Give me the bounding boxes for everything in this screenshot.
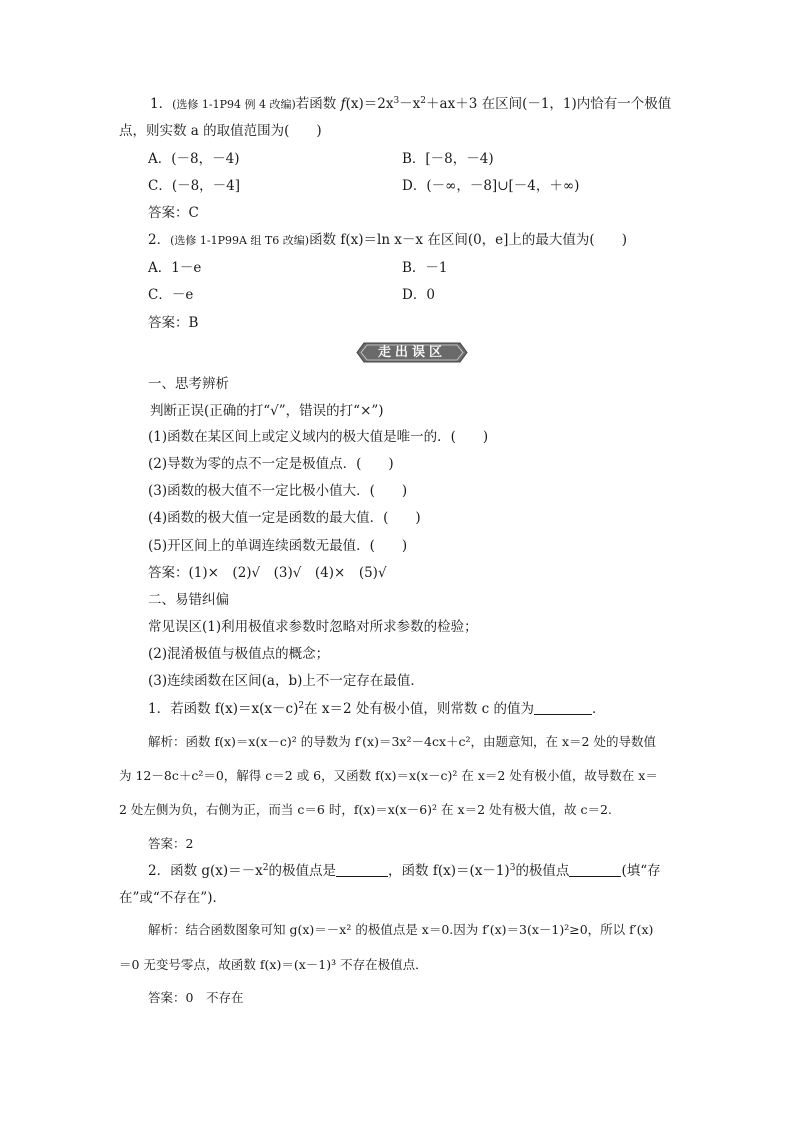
q1-option-b: B．[－8，－4): [402, 151, 494, 167]
problem1-answer: 答案：2: [148, 836, 194, 851]
problem2-solution-line1: 解析：结合函数图象可知 g(x)＝－x² 的极值点是 x＝0.因为 f′(x)＝3(x－1)²≥0，所以 f′(x): [148, 922, 654, 937]
judge-item-3: (3)函数的极大值不一定比极小值大．( ): [148, 483, 408, 499]
q1-exp1: 3: [393, 96, 400, 106]
common-error-2: (2)混淆极值与极值点的概念；: [148, 646, 330, 662]
q1-stem-b: (x)＝2x: [345, 96, 394, 112]
problem1-stem-b: 在 x＝2 处有极小值，则常数 c 的值为: [304, 701, 535, 717]
q1-option-a: A．(－8，－4): [148, 151, 240, 167]
q2-option-b: B．－1: [402, 260, 448, 276]
problem2-exp2: 3: [509, 863, 516, 873]
q1-option-d: D．(－∞，－8]∪[－4，＋∞): [402, 178, 580, 194]
q1-stem-d: ＋ax＋3 在区间(－1，1)内恰有一个极值: [426, 96, 672, 112]
problem1-stem: [148, 699, 606, 719]
problem1-solution-line3: 2 处左侧为负，右侧为正，而当 c＝6 时，f(x)＝x(x－6)² 在 x＝2 处有极大值，故 c＝2.: [119, 802, 612, 817]
q2-option-d: D．0: [402, 287, 435, 303]
problem1-stem-a: 1．若函数 f(x)＝x(x－c): [148, 701, 299, 717]
problem2-solution-line2: ＝0 无变号零点，故函数 f(x)＝(x－1)³ 不存在极值点．: [119, 957, 428, 972]
problem2-stem-line1: [148, 861, 661, 881]
problem1-solution-line1: 解析：函数 f(x)＝x(x－c)² 的导数为 f′(x)＝3x²－4cx＋c²，由题意知，在 x＝2 处的导数值: [148, 734, 656, 749]
q1-answer: 答案：C: [148, 205, 199, 221]
q1-stem-c: －x: [399, 96, 421, 112]
problem2-stem-line2: 在”或“不存在”)．: [119, 890, 226, 906]
problem2-blank-1: [336, 862, 388, 877]
judge-item-4: (4)函数的极大值一定是函数的最大值．( ): [148, 510, 421, 526]
q2-answer: 答案：B: [148, 315, 199, 331]
problem1-answer-blank: [534, 700, 592, 715]
q1-stem-line1: [150, 94, 671, 115]
q1-number: 1．: [150, 96, 173, 112]
problem2-stem-e: (填“存: [621, 863, 661, 879]
q2-option-a: A．1－e: [148, 260, 202, 276]
problem2-stem-a: 2．函数 g(x)＝－x: [148, 863, 263, 879]
q1-option-c: C．(－8，－4]: [148, 178, 241, 194]
q1-stem-a: 若函数: [295, 96, 341, 112]
section1-heading: 一、思考辨析: [148, 376, 229, 392]
problem2-stem-b: 的极值点是: [268, 863, 337, 879]
problem2-answer: 答案：0 不存在: [148, 990, 244, 1005]
judge-item-1: (1)函数在某区间上或定义域内的极大值是唯一的．( ): [148, 429, 489, 445]
q1-source: (选修 1-1P94 例 4 改编): [172, 98, 296, 111]
problem1-solution-line2: 为 12－8c＋c²＝0，解得 c＝2 或 6，又函数 f(x)＝x(x－c)² 在 x＝2 处有极小值，故导数在 x＝: [119, 768, 658, 783]
problem2-exp: 2: [262, 863, 269, 873]
judge-item-2: (2)导数为零的点不一定是极值点．( ): [148, 456, 394, 472]
q2-number: 2．: [148, 232, 171, 248]
problem1-stem-c: ．: [592, 701, 606, 717]
problem1-exp: 2: [298, 701, 305, 711]
problem2-stem-d: 的极值点: [515, 863, 570, 879]
problem2-blank-2: [569, 862, 621, 877]
problem2-stem-c: ，函数 f(x)＝(x－1): [388, 863, 510, 879]
section2-heading: 二、易错纠偏: [148, 592, 229, 608]
q2-stem: [148, 230, 627, 251]
section1-answer: 答案：(1)× (2)√ (3)√ (4)× (5)√: [148, 565, 387, 581]
q2-option-c: C．－e: [148, 287, 194, 303]
common-error-1: 常见误区(1)利用极值求参数时忽略对所求参数的检验；: [148, 619, 478, 635]
section1-intro: 判断正误(正确的打“√”，错误的打“×”): [150, 403, 384, 419]
q1-stem-line2: 点，则实数 a 的取值范围为( ): [119, 123, 322, 139]
q1-func: f: [340, 96, 346, 112]
common-error-3: (3)连续函数在区间(a，b)上不一定存在最值．: [148, 673, 424, 689]
q2-source: (选修 1-1P99A 组 T6 改编): [170, 234, 310, 247]
judge-item-5: (5)开区间上的单调连续函数无最值．( ): [148, 538, 408, 554]
q2-stem-text: 函数 f(x)＝ln x－x 在区间(0，e]上的最大值为( ): [309, 232, 627, 248]
q1-exp2: 2: [420, 96, 427, 106]
section-banner: [356, 342, 468, 363]
banner-title: 走出误区: [377, 345, 446, 360]
